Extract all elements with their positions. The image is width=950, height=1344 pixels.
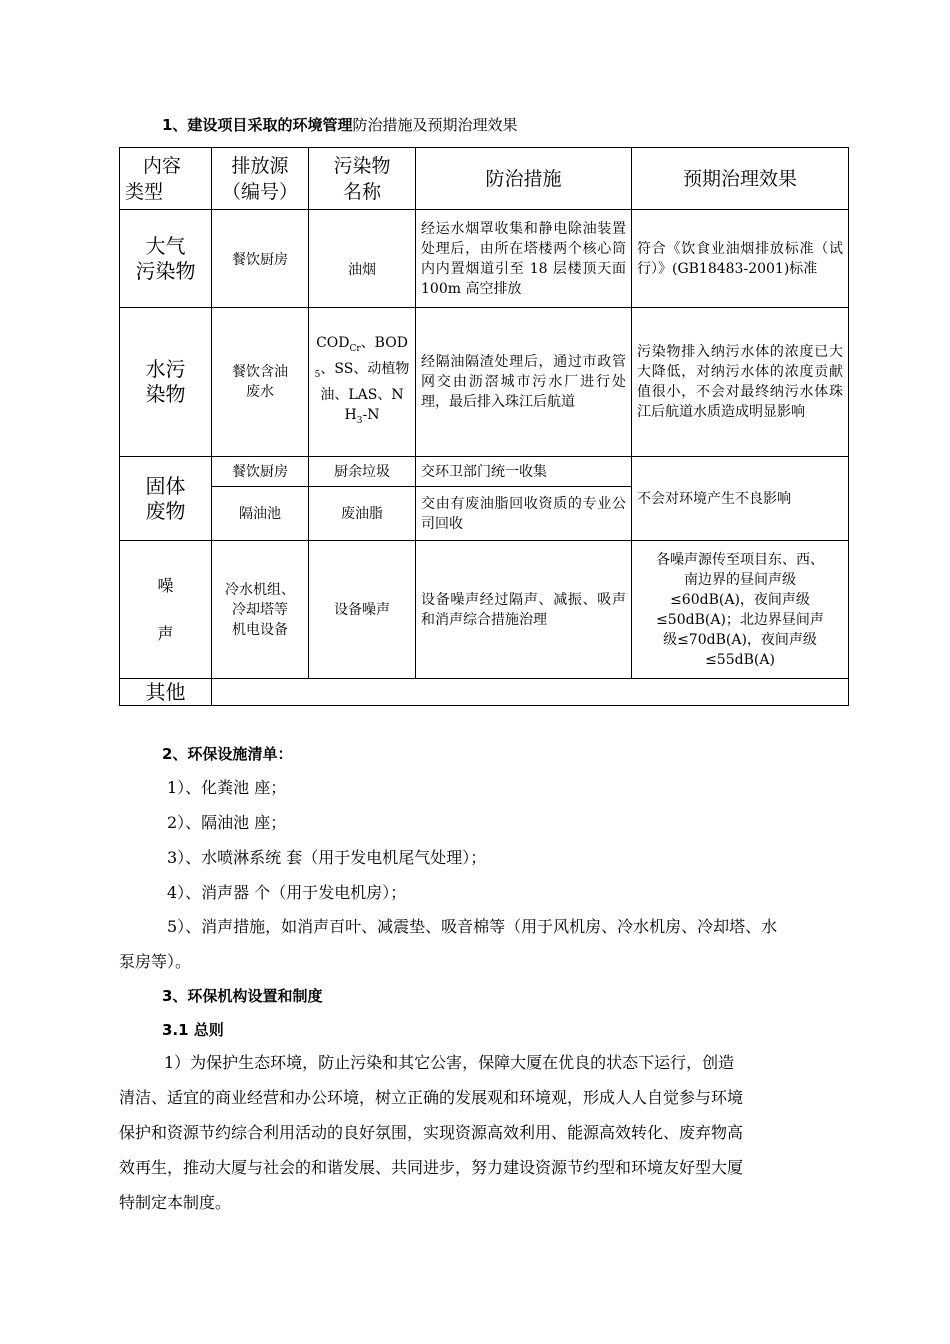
section-1-heading (162, 114, 517, 135)
list-item: 2）、隔油池 座； (167, 813, 287, 832)
table-row-noise (120, 541, 849, 679)
list-item: 3）、水喷淋系统 套（用于发电机尾气处理）； (167, 848, 487, 867)
water-source: 餐饮含油 废水 (212, 308, 309, 457)
list-item: 5）、消声措施，如消声百叶、减震垫、吸音棉等（用于风机房、冷水机房、冷却塔、水 (167, 917, 778, 936)
water-effect: 污染物排入纳污水体的浓度已大大降低，对纳污水体的浓度贡献值很小，不会对最终纳污水体珠江后航道水质造成明显影响 (632, 308, 849, 457)
table-row-water (120, 308, 849, 457)
solid-pollutant-1: 厨余垃圾 (309, 457, 416, 487)
solid-pollutant-2: 废油脂 (309, 487, 416, 541)
list-item: 1）、化粪池 座； (167, 778, 287, 797)
solid-source-2: 隔油池 (212, 487, 309, 541)
header-effect: 预期治理效果 (632, 148, 849, 210)
section-3-1-heading: 3.1 总则 (162, 1021, 224, 1039)
water-measure: 经隔油隔渣处理后，通过市政管网交由沥滘城市污水厂进行处理，最后排入珠江后航道 (416, 308, 632, 457)
solid-measure-2: 交由有废油脂回收资质的专业公司回收 (416, 487, 632, 541)
list-item: 4）、消声器 个（用于发电机房）； (167, 883, 407, 902)
air-pollutant: 油烟 (309, 210, 416, 308)
air-measure: 经运水烟罩收集和静电除油装置处理后，由所在塔楼两个核心筒内内置烟道引至 18 层楼顶天面 100m 高空排放 (416, 210, 632, 308)
solid-effect: 不会对环境产生不良影响 (632, 457, 849, 541)
table-row-other (120, 679, 849, 706)
solid-source-1: 餐饮厨房 (212, 457, 309, 487)
table-row-solid-1 (120, 457, 849, 487)
header-measure: 防治措施 (416, 148, 632, 210)
table-header-row (120, 148, 849, 210)
water-pollutant: $COD_{Cr}$、BOD $_5$、SS、动植物 油、LAS、N $H_3-N$ (309, 308, 416, 457)
environment-measures-table (119, 147, 849, 706)
air-source: 餐饮厨房 (212, 210, 309, 308)
solid-measure-1: 交环卫部门统一收集 (416, 457, 632, 487)
category-noise: 噪 声 (120, 541, 212, 679)
table-row-air (120, 210, 849, 308)
header-source: 排放源 （编号） (212, 148, 309, 210)
section-1-title-bold: 1、建设项目采取的环境管理 (162, 116, 353, 134)
noise-measure: 设备噪声经过隔声、减振、吸声和消声综合措施治理 (416, 541, 632, 679)
category-air: 大气 污染物 (120, 210, 212, 308)
category-solid: 固体 废物 (120, 457, 212, 541)
header-pollutant: 污染物 名称 (309, 148, 416, 210)
section-3-1-paragraph: 1）为保护生态环境，防止污染和其它公害，保障大厦在优良的状态下运行，创造 清洁、适宜的商业经营和办公环境，树立正确的发展观和环境观，形成人人自觉参与环境 保护和资源节约综合利用活动的良好氛围，实现资源高效利用、能源高效转化、废弃物高 效再生，推动大厦与社会的和谐发展、共同进步，努力建设资源节约型和环境友好型大厦 特制定本制度。 (119, 1053, 744, 1212)
header-type: 内容 类型 (120, 148, 212, 210)
noise-effect: 各噪声源传至项目东、西、 南边界的昼间声级 ≤60dB(A)，夜间声级 ≤50dB(A)；北边界昼间声 级≤70dB(A)，夜间声级 ≤55dB(A) (632, 541, 849, 679)
other-empty-cell (212, 679, 849, 706)
section-1-title-light: 防治措施及预期治理效果 (352, 116, 518, 134)
section-3-heading: 3、环保机构设置和制度 (162, 987, 323, 1005)
list-item-continuation: 泵房等）。 (119, 952, 192, 971)
section-2-heading: 2、环保设施清单： (162, 745, 293, 763)
air-effect: 符合《饮食业油烟排放标准（试行）》(GB18483-2001)标准 (632, 210, 849, 308)
noise-pollutant: 设备噪声 (309, 541, 416, 679)
noise-source: 冷水机组、 冷却塔等 机电设备 (212, 541, 309, 679)
category-water: 水污 染物 (120, 308, 212, 457)
category-other: 其他 (120, 679, 212, 706)
